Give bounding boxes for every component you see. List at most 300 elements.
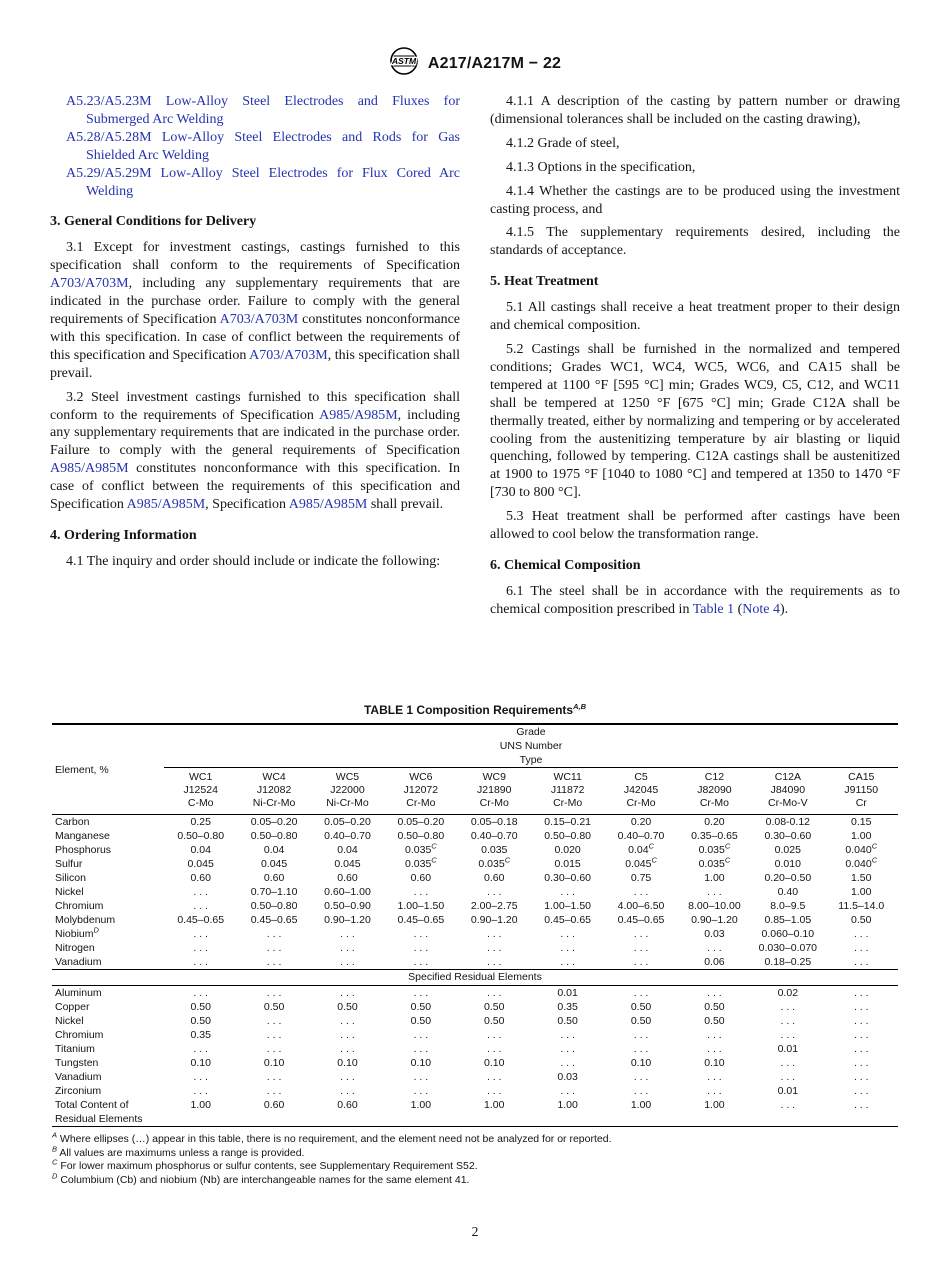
inline-link[interactable]: A985/A985M: [50, 461, 129, 477]
grade-column-header: [678, 768, 751, 815]
value-cell: 0.020: [554, 844, 581, 856]
element-name: Copper: [55, 1001, 90, 1013]
value-cell: . . .: [266, 956, 282, 968]
residual-header: Specified Residual Elements: [52, 970, 898, 986]
value-cell: 0.01: [557, 987, 578, 999]
value-cell: 0.40–0.70: [470, 830, 518, 842]
value-cell: 0.50: [557, 1015, 578, 1027]
value-cell: $0.035^C$: [698, 855, 731, 870]
value-cell: 0.30–0.60: [544, 872, 591, 884]
section-heading-6: 6. Chemical Composition: [490, 557, 641, 573]
grade-column-header: [458, 768, 531, 815]
value-cell: . . .: [413, 928, 429, 940]
element-name: Vanadium: [55, 956, 102, 968]
value-cell: 0.60: [263, 1099, 285, 1111]
value-cell: $0.040^C$: [845, 841, 878, 856]
value-cell: . . .: [707, 1071, 722, 1083]
value-cell: . . .: [707, 886, 722, 898]
value-cell: . . .: [633, 928, 649, 940]
standard-designation: A217/A217M − 22: [427, 54, 562, 72]
value-cell: . . .: [413, 987, 429, 999]
value-cell: 1.00: [557, 1099, 578, 1111]
table-group-header-row: [52, 724, 898, 768]
value-cell: 0.40–0.70: [617, 830, 665, 842]
paragraph-6-1: [490, 583, 900, 619]
section-heading-4: 4. Ordering Information: [50, 527, 197, 543]
value-cell: . . .: [853, 1029, 869, 1041]
value-cell: 1.00: [851, 830, 872, 842]
main-composition-rows: [52, 815, 898, 970]
left-column: [50, 93, 460, 701]
value-cell: 0.05–0.20: [250, 816, 298, 828]
element-name: Nickel: [55, 886, 84, 898]
grade-column-line: J82090: [697, 784, 732, 796]
grade-column-line: C5: [634, 771, 648, 783]
value-cell: . . .: [413, 1029, 429, 1041]
inline-link[interactable]: Note 4: [742, 601, 780, 617]
element-name: Sulfur: [55, 858, 83, 870]
grade-column-line: WC6: [409, 771, 433, 783]
residual-header-row: [52, 970, 898, 986]
grade-group-header: [164, 724, 898, 768]
value-cell: $0.035^C$: [405, 855, 437, 870]
inline-link[interactable]: Table 1: [692, 601, 735, 617]
value-cell: 0.45–0.65: [250, 914, 298, 926]
value-cell: 0.50: [704, 1001, 725, 1013]
table-row: [52, 955, 898, 970]
paragraph-4-1-3: 4.1.3 Options in the specification,: [506, 159, 696, 175]
grade-column-line: J42045: [623, 784, 659, 796]
value-cell: 0.35–0.65: [691, 830, 738, 842]
grade-column-line: WC11: [553, 771, 582, 783]
value-cell: . . .: [633, 987, 649, 999]
value-cell: $0.040^C$: [845, 855, 878, 870]
grade-group-line: UNS Number: [499, 740, 563, 752]
grade-group-line: Grade: [516, 726, 546, 738]
reference-link[interactable]: [50, 129, 460, 165]
reference-link[interactable]: [50, 93, 460, 129]
value-cell: . . .: [560, 1085, 575, 1097]
element-name: Silicon: [55, 872, 86, 884]
value-cell: . . .: [707, 942, 722, 954]
value-cell: 0.50: [630, 1001, 652, 1013]
text-columns: [50, 93, 900, 701]
value-cell: . . .: [560, 1043, 575, 1055]
grade-column-line: J22000: [330, 784, 365, 796]
value-cell: . . .: [266, 1043, 282, 1055]
value-cell: . . .: [853, 1043, 869, 1055]
value-cell: 0.15–0.21: [544, 816, 591, 828]
element-name: Carbon: [55, 816, 90, 828]
table-row: [52, 1028, 898, 1042]
value-cell: 1.00: [851, 886, 872, 898]
value-cell: . . .: [340, 1043, 355, 1055]
value-cell: . . .: [340, 956, 355, 968]
residual-element-rows: [52, 986, 898, 1127]
value-cell: . . .: [340, 1029, 355, 1041]
value-cell: 0.010: [774, 858, 801, 870]
value-cell: . . .: [266, 1029, 282, 1041]
text-run: ).: [779, 601, 789, 617]
value-cell: . . .: [633, 1071, 649, 1083]
value-cell: 0.50: [263, 1001, 285, 1013]
paragraph-5-1: 5.1 All castings shall receive a heat treatment proper to their design and chemical composition.: [490, 300, 900, 334]
table-row: [52, 1098, 898, 1127]
grade-column-line: J91150: [844, 784, 879, 796]
grade-column-header: [825, 768, 898, 815]
value-cell: . . .: [780, 1029, 796, 1041]
value-cell: 0.50–0.80: [544, 830, 591, 842]
value-cell: . . .: [340, 987, 355, 999]
value-cell: 0.060–0.10: [761, 928, 815, 940]
value-cell: . . .: [633, 886, 649, 898]
table-row: [52, 1084, 898, 1098]
value-cell: . . .: [633, 1043, 649, 1055]
table-row: [52, 815, 898, 830]
grade-column-header: [604, 768, 677, 815]
grade-column-line: CA15: [848, 771, 875, 783]
value-cell: . . .: [340, 1071, 355, 1083]
value-cell: . . .: [486, 886, 502, 898]
grade-column-header: [237, 768, 310, 815]
value-cell: . . .: [193, 1043, 208, 1055]
value-cell: 0.03: [704, 928, 725, 940]
grade-column-line: WC4: [262, 771, 286, 783]
value-cell: 0.60: [337, 1099, 358, 1111]
value-cell: . . .: [853, 956, 869, 968]
reference-code: A5.29/A5.29M: [66, 165, 152, 181]
grade-column-line: C12A: [774, 771, 801, 783]
value-cell: 0.90–1.20: [324, 914, 371, 926]
value-cell: 0.30–0.60: [764, 830, 812, 842]
value-cell: 0.60: [484, 872, 505, 884]
text-run: 6.1 The steel shall be in accordance with the requirements as to chemical composition prescribed in: [490, 583, 900, 617]
element-name: Phosphorus: [55, 844, 112, 856]
grade-column-header: [164, 768, 237, 815]
table-row: [52, 1042, 898, 1056]
table-1-block: [52, 703, 898, 1127]
inline-link[interactable]: A703/A703M: [50, 276, 129, 292]
element-name: Niobium$^D$: [55, 925, 99, 940]
value-cell: 0.50–0.80: [397, 830, 445, 842]
value-cell: . . .: [633, 1085, 649, 1097]
element-name: Aluminum: [55, 987, 102, 999]
value-cell: 0.45–0.65: [177, 914, 225, 926]
table-row: [52, 1070, 898, 1084]
value-cell: 0.015: [554, 858, 581, 870]
value-cell: . . .: [560, 928, 575, 940]
grade-column-line: J12524: [183, 784, 218, 796]
value-cell: 0.045: [260, 858, 288, 870]
paragraph-3-1: [50, 239, 460, 382]
element-name: Nitrogen: [55, 942, 95, 954]
text-run: 3.2 Steel investment castings furnished to this specification shall conform to the requirements of Specification: [50, 389, 460, 423]
value-cell: 0.01: [777, 1085, 799, 1097]
value-cell: . . .: [853, 1099, 869, 1111]
value-cell: 0.20: [704, 816, 725, 828]
grade-columns-row: [52, 768, 898, 815]
svg-text:ASTM: ASTM: [391, 56, 417, 67]
value-cell: . . .: [193, 956, 208, 968]
value-cell: 1.00: [630, 1099, 652, 1111]
value-cell: . . .: [193, 942, 208, 954]
grade-column-line: WC1: [189, 771, 213, 783]
element-name: Molybdenum: [55, 914, 116, 926]
inline-link[interactable]: A985/A985M: [288, 497, 368, 513]
value-cell: . . .: [853, 928, 869, 940]
value-cell: 1.00–1.50: [544, 900, 591, 912]
value-cell: . . .: [707, 987, 722, 999]
value-cell: 0.10: [484, 1057, 505, 1069]
value-cell: 0.030–0.070: [758, 942, 818, 954]
value-cell: $0.045^C$: [625, 855, 657, 870]
value-cell: . . .: [413, 956, 429, 968]
grade-column-line: WC5: [335, 771, 360, 783]
value-cell: 11.5–14.0: [838, 900, 885, 912]
value-cell: . . .: [633, 942, 649, 954]
value-cell: 0.60: [190, 872, 211, 884]
grade-column-line: WC9: [482, 771, 506, 783]
paragraph-4-1-1: 4.1.1 A description of the casting by pattern number or drawing (dimensional tolerances shall be included on the casting drawing),: [490, 94, 900, 127]
inline-link[interactable]: A703/A703M: [249, 347, 328, 363]
inline-link[interactable]: A703/A703M: [219, 311, 299, 327]
reference-link[interactable]: [50, 165, 460, 201]
value-cell: 0.60: [410, 872, 432, 884]
grade-column-line: Ni-Cr-Mo: [326, 797, 369, 809]
table-row: [52, 927, 898, 941]
reference-title: Low-Alloy Steel Electrodes for Flux Cored Arc Welding: [86, 165, 461, 199]
text-run: shall prevail.: [367, 497, 444, 513]
element-name: Chromium: [55, 900, 104, 912]
reference-title: Low-Alloy Steel Electrodes and Rods for Gas Shielded Arc Welding: [86, 129, 461, 163]
value-cell: . . .: [853, 1085, 869, 1097]
value-cell: 0.50: [410, 1001, 432, 1013]
section-heading-5: 5. Heat Treatment: [490, 274, 599, 290]
value-cell: . . .: [707, 1029, 722, 1041]
residual-band: [52, 970, 898, 986]
value-cell: . . .: [633, 1029, 649, 1041]
table-row: [52, 1014, 898, 1028]
value-cell: 0.15: [851, 816, 872, 828]
table-footnotes: [52, 1130, 898, 1187]
value-cell: 0.50: [630, 1015, 652, 1027]
table-row: [52, 913, 898, 927]
value-cell: . . .: [413, 942, 429, 954]
value-cell: . . .: [266, 987, 282, 999]
value-cell: . . .: [486, 1085, 502, 1097]
table-row: [52, 871, 898, 885]
element-name: Chromium: [55, 1029, 104, 1041]
value-cell: 1.00: [484, 1099, 505, 1111]
paragraph-4-1-2: 4.1.2 Grade of steel,: [506, 135, 620, 151]
value-cell: . . .: [780, 1001, 796, 1013]
grade-column-header: [311, 768, 384, 815]
value-cell: 2.00–2.75: [470, 900, 518, 912]
value-cell: 0.40–0.70: [324, 830, 371, 842]
text-run: constitutes nonconformance with this specification. In case of conflict between the requirements of this specification and Specification: [50, 311, 460, 363]
grade-column-line: C12: [704, 771, 725, 783]
value-cell: 0.50: [410, 1015, 432, 1027]
text-run: 3.1 Except for investment castings, castings furnished to this specification shall conform to the requirements of Specification: [50, 240, 460, 274]
paragraph-5-3: 5.3 Heat treatment shall be performed after castings have been allowed to cool below the transformation range.: [490, 509, 900, 543]
value-cell: . . .: [193, 886, 208, 898]
table-row: [52, 829, 898, 843]
text-run: , including any supplementary requirements that are indicated in the purchase order. Failure to comply with the general requirements of Specification: [50, 407, 460, 459]
grade-column-line: Cr-Mo: [699, 797, 730, 809]
value-cell: 0.50–0.80: [250, 830, 298, 842]
grade-column-line: Cr-Mo: [553, 797, 583, 809]
value-cell: 8.00–10.00: [688, 900, 741, 912]
value-cell: 1.00: [704, 872, 725, 884]
value-cell: . . .: [340, 1015, 355, 1027]
value-cell: 0.50: [851, 914, 872, 926]
value-cell: . . .: [193, 1085, 208, 1097]
paragraph-3-2: [50, 389, 460, 514]
value-cell: . . .: [266, 928, 282, 940]
value-cell: . . .: [633, 956, 649, 968]
text-run: constitutes nonconformance with this specification. In case of conflict between the requirements of this specification and Specification: [50, 461, 460, 513]
grade-column-line: Cr-Mo: [479, 797, 509, 809]
value-cell: 0.50: [704, 1015, 725, 1027]
value-cell: . . .: [413, 1043, 429, 1055]
value-cell: . . .: [853, 1001, 869, 1013]
value-cell: 0.50: [190, 1015, 211, 1027]
value-cell: 0.50: [484, 1015, 505, 1027]
grade-column-line: Cr-Mo: [626, 797, 656, 809]
grade-column-header: [531, 768, 604, 815]
value-cell: 0.10: [337, 1057, 358, 1069]
value-cell: $0.035^C$: [698, 841, 731, 856]
grade-column-line: J12072: [403, 784, 439, 796]
value-cell: 0.90–1.20: [470, 914, 518, 926]
value-cell: . . .: [266, 1085, 282, 1097]
value-cell: 0.10: [630, 1057, 652, 1069]
table-footnote: $^B$ All values are maximums unless a range is provided.: [52, 1144, 305, 1159]
value-cell: . . .: [193, 987, 208, 999]
value-cell: 0.45–0.65: [397, 914, 445, 926]
reference-title: Low-Alloy Steel Electrodes and Fluxes for Submerged Arc Welding: [86, 94, 461, 127]
value-cell: 0.05–0.20: [324, 816, 371, 828]
value-cell: 0.50–0.80: [250, 900, 298, 912]
value-cell: $0.04^C$: [628, 841, 654, 856]
element-name: Manganese: [55, 830, 110, 842]
table-footnote: $^D$ Columbium (Cb) and niobium (Nb) are interchangeable names for the same element 41.: [52, 1171, 470, 1186]
value-cell: 0.045: [334, 858, 361, 870]
table-row: [52, 1000, 898, 1014]
element-column-header: Element, %: [52, 724, 164, 815]
referenced-documents-list: [50, 93, 460, 200]
value-cell: . . .: [193, 1071, 208, 1083]
value-cell: . . .: [413, 1085, 429, 1097]
value-cell: . . .: [560, 942, 575, 954]
element-name: Titanium: [55, 1043, 95, 1055]
value-cell: . . .: [853, 1015, 869, 1027]
value-cell: . . .: [560, 1029, 575, 1041]
value-cell: 0.60: [263, 872, 285, 884]
value-cell: 0.03: [557, 1071, 578, 1083]
element-name: Vanadium: [55, 1071, 102, 1083]
grade-group-line: Type: [519, 754, 543, 766]
grade-column-line: Cr: [855, 797, 867, 809]
text-run: (: [734, 601, 743, 617]
value-cell: 0.90–1.20: [691, 914, 738, 926]
value-cell: 0.04: [263, 844, 285, 856]
value-cell: . . .: [193, 928, 208, 940]
value-cell: . . .: [853, 987, 869, 999]
grade-column-line: J84090: [770, 784, 806, 796]
value-cell: 0.45–0.65: [544, 914, 591, 926]
text-run: , this specification shall prevail.: [50, 347, 460, 381]
value-cell: 0.85–1.05: [764, 914, 812, 926]
page-header: [0, 0, 950, 81]
paragraph-4-1: 4.1 The inquiry and order should include or indicate the following:: [66, 553, 441, 569]
value-cell: 0.45–0.65: [617, 914, 665, 926]
value-cell: . . .: [486, 1043, 502, 1055]
value-cell: . . .: [486, 928, 502, 940]
value-cell: . . .: [853, 1071, 869, 1083]
table-row: [52, 986, 898, 1001]
value-cell: . . .: [780, 1015, 796, 1027]
value-cell: . . .: [486, 956, 502, 968]
grade-column-line: J11872: [550, 784, 585, 796]
value-cell: . . .: [486, 942, 502, 954]
table-footnote: $^A$ Where ellipses (…) appear in this table, there is no requirement, and the element need not be analyzed for or reported.: [52, 1130, 612, 1145]
table-row: [52, 857, 898, 871]
value-cell: 0.75: [630, 872, 652, 884]
inline-link[interactable]: A985/A985M: [319, 407, 398, 423]
element-name: Zirconium: [55, 1085, 102, 1097]
value-cell: . . .: [340, 1085, 355, 1097]
value-cell: 0.70–1.10: [250, 886, 298, 898]
grade-column-line: Ni-Cr-Mo: [252, 797, 296, 809]
value-cell: . . .: [853, 942, 869, 954]
inline-link[interactable]: A985/A985M: [126, 497, 206, 513]
value-cell: 1.50: [851, 872, 872, 884]
value-cell: . . .: [266, 1071, 282, 1083]
value-cell: . . .: [560, 1057, 575, 1069]
value-cell: 0.06: [704, 956, 725, 968]
value-cell: . . .: [266, 942, 282, 954]
value-cell: 0.50: [484, 1001, 505, 1013]
right-column: [490, 93, 900, 701]
value-cell: 0.50–0.80: [177, 830, 225, 842]
table-row: [52, 885, 898, 899]
value-cell: . . .: [193, 900, 208, 912]
value-cell: 0.40: [777, 886, 799, 898]
value-cell: 0.35: [190, 1029, 211, 1041]
value-cell: 0.025: [774, 844, 801, 856]
value-cell: 0.50–0.90: [324, 900, 371, 912]
section-heading-3: 3. General Conditions for Delivery: [50, 214, 257, 230]
value-cell: 0.50: [337, 1001, 358, 1013]
value-cell: 0.10: [410, 1057, 432, 1069]
value-cell: 0.02: [777, 987, 799, 999]
value-cell: . . .: [560, 886, 575, 898]
element-name: Nickel: [55, 1015, 84, 1027]
value-cell: . . .: [853, 1057, 869, 1069]
table-footnote: $^C$ For lower maximum phosphorus or sulfur contents, see Supplementary Requirement S52.: [52, 1157, 478, 1172]
value-cell: 1.00–1.50: [397, 900, 445, 912]
reference-code: A5.28/A5.28M: [66, 129, 152, 145]
grade-column-line: Cr-Mo: [406, 797, 436, 809]
element-name: Total Content of Residual Elements: [55, 1099, 143, 1125]
value-cell: 8.0–9.5: [770, 900, 806, 912]
value-cell: 4.00–6.50: [617, 900, 665, 912]
value-cell: 0.035: [481, 844, 508, 856]
value-cell: . . .: [340, 942, 355, 954]
value-cell: 0.10: [263, 1057, 285, 1069]
value-cell: . . .: [413, 1071, 429, 1083]
